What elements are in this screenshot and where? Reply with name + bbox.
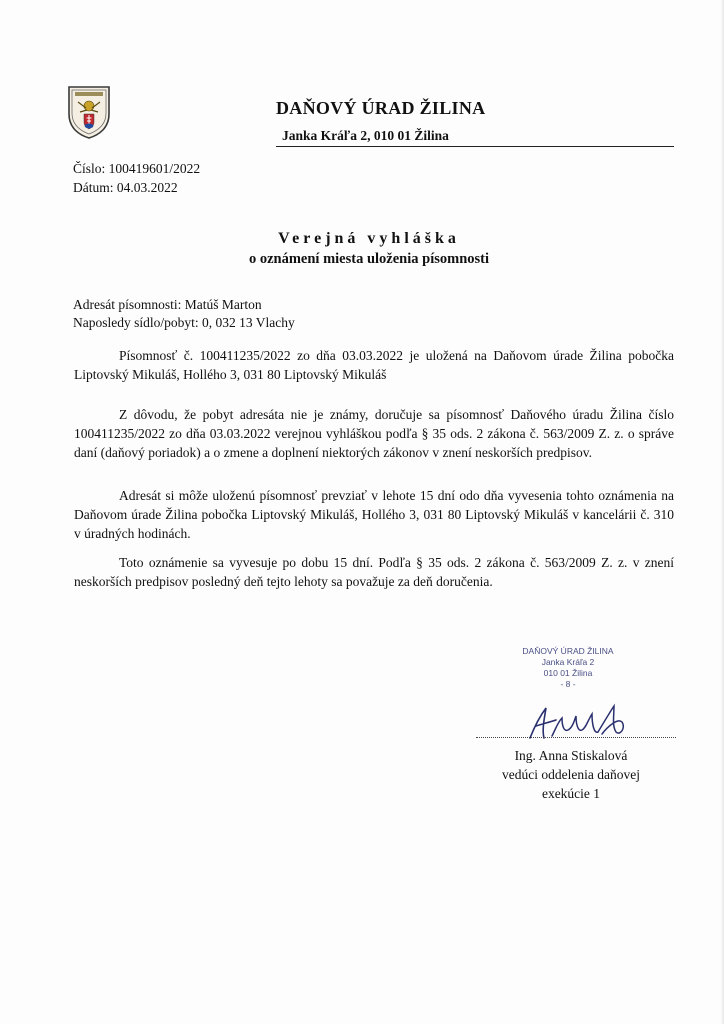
paragraph-text: Písomnosť č. 100411235/2022 zo dňa 03.03.2022 je uložená na Daňovom úrade Žilina pobočka Liptovský Mikuláš, Hollého 3, 031 80 Liptovský Mikuláš	[74, 348, 674, 382]
office-address: Janka Kráľa 2, 010 01 Žilina	[282, 128, 449, 143]
paragraph-text: Z dôvodu, že pobyt adresáta nie je známy, doručuje sa písomnosť Daňového úradu Žilina číslo 100411235/2022 zo dňa 03.03.2022 verejnou vyhláškou podľa § 35 ods. 2 zákona č. 563/2009 Z. z. o správe daní (daňový poriadok) a o zmene a doplnení niektorých zákonov v znení neskorších predpisov.	[74, 407, 674, 460]
paragraph-delivery-reason	[74, 405, 674, 462]
paragraph-pickup-instructions	[74, 486, 674, 543]
signature-line	[476, 737, 676, 738]
document-number: Číslo: 100419601/2022	[73, 161, 201, 176]
stamp-line: DAŇOVÝ ÚRAD ŽILINA	[522, 646, 614, 656]
stamp-line: - 8 -	[560, 679, 576, 689]
addressee-residence: Naposledy sídlo/pobyt: 0, 032 13 Vlachy	[73, 315, 295, 330]
paragraph-text: Toto oznámenie sa vyvesuje po dobu 15 dní. Podľa § 35 ods. 2 zákona č. 563/2009 Z. z. v znení neskorších predpisov posledný deň tejto lehoty sa považuje za deň doručenia.	[74, 555, 674, 589]
financial-administration-emblem	[66, 84, 112, 140]
addressee-name: Adresát písomnosti: Matúš Marton	[73, 297, 262, 312]
office-name: DAŇOVÝ ÚRAD ŽILINA	[276, 98, 486, 118]
document-date: Dátum: 04.03.2022	[73, 180, 178, 195]
signatory-block	[466, 746, 676, 803]
signatory-name: Ing. Anna Stiskalová	[514, 748, 628, 763]
signatory-role: vedúci oddelenia daňovej	[502, 767, 640, 782]
office-stamp	[500, 646, 636, 690]
document-subtitle: o oznámení miesta uloženia písomnosti	[248, 251, 490, 267]
paragraph-text: Adresát si môže uloženú písomnosť prevziať v lehote 15 dní odo dňa vyvesenia tohto oznámenia na Daňovom úrade Žilina pobočka Liptovský Mikuláš, Hollého 3, 031 80 Liptovský Mikuláš v kancelárii č. 310 v úradných hodinách.	[74, 488, 674, 541]
header-divider	[276, 146, 674, 147]
signatory-role: exekúcie 1	[541, 786, 601, 801]
paragraph-storage-location	[74, 346, 674, 384]
stamp-line: Janka Kráľa 2	[541, 657, 595, 667]
document-title: Verejná vyhláška	[278, 230, 460, 247]
paragraph-posting-period	[74, 553, 674, 591]
handwritten-signature	[522, 698, 632, 750]
stamp-line: 010 01 Žilina	[543, 668, 593, 678]
page-edge	[720, 0, 724, 1024]
